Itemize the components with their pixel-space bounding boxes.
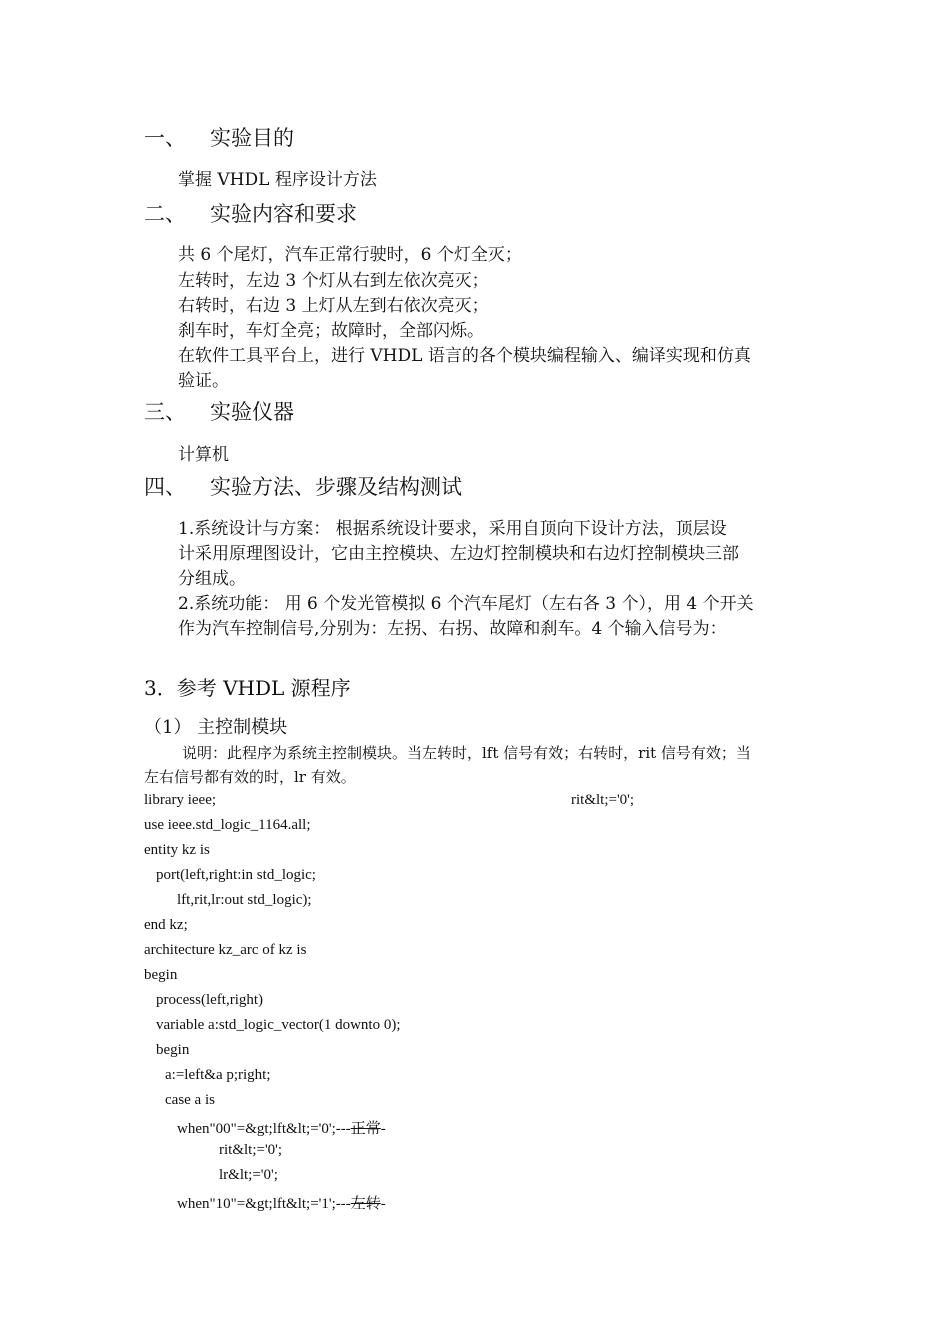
code-line-17-tail: -: [380, 1196, 386, 1212]
module-note-line-2: 左右信号都有效的时，lr 有效。: [144, 768, 356, 786]
code-line-14: [177, 1117, 386, 1138]
section-4-line-5: 作为汽车控制信号,分别为：左拐、右拐、故障和刹车。4 个输入信号为：: [178, 619, 727, 639]
code-line-7: architecture kz_arc of kz is: [144, 942, 307, 958]
code-line-11: begin: [156, 1042, 190, 1058]
section-2-number: 二、: [144, 202, 186, 226]
code-line-17-comment: 左转: [350, 1196, 381, 1212]
section-2-line-2: 左转时，左边 3 个灯从右到左依次亮灭；: [178, 271, 489, 291]
code-line-10: variable a:std_logic_vector(1 downto 0);: [156, 1017, 401, 1033]
code-line-5: lft,rit,lr:out std_logic);: [177, 892, 312, 908]
code-line-12: a:=left&a p;right;: [165, 1067, 271, 1083]
reference-program-title: 3．参考 VHDL 源程序: [144, 676, 351, 700]
code-line-1: library ieee;: [144, 792, 217, 808]
code-line-4: port(left,right:in std_logic;: [156, 867, 316, 883]
section-2-line-5: 在软件工具平台上，进行 VHDL 语言的各个模块编程输入、编译实现和仿真: [178, 346, 751, 366]
module-note-line-1: 说明：此程序为系统主控制模块。当左转时，lft 信号有效；右转时，rit 信号有效；当: [182, 744, 751, 762]
section-2-title: 实验内容和要求: [210, 202, 357, 226]
section-4-line-1: 1.系统设计与方案： 根据系统设计要求，采用自顶向下设计方法，顶层设: [178, 519, 727, 539]
code-line-3: entity kz is: [144, 842, 210, 858]
section-3-body: 计算机: [178, 445, 229, 465]
code-line-9: process(left,right): [156, 992, 264, 1008]
section-4-line-3: 分组成。: [178, 569, 246, 589]
section-2-heading: [144, 198, 357, 228]
code-line-8: begin: [144, 967, 178, 983]
section-2-line-4: 刹车时，车灯全亮；故障时，全部闪烁。: [178, 321, 484, 341]
section-2-line-6: 验证。: [178, 371, 229, 391]
code-line-6: end kz;: [144, 917, 188, 933]
section-3-heading: [144, 396, 294, 426]
section-4-heading: [144, 471, 462, 501]
section-3-number: 三、: [144, 400, 186, 424]
code-line-14-text: when"00"=&gt;lft&lt;='0';---: [177, 1121, 351, 1137]
code-line-16: lr&lt;='0';: [219, 1167, 278, 1183]
code-line-14-comment: 正常: [350, 1121, 381, 1137]
section-4-number: 四、: [144, 475, 186, 499]
code-line-17: [177, 1192, 386, 1213]
section-1-heading: [144, 122, 294, 152]
section-1-body: 掌握 VHDL 程序设计方法: [178, 170, 377, 190]
section-4-line-2: 计采用原理图设计，它由主控模块、左边灯控制模块和右边灯控制模块三部: [178, 544, 739, 564]
code-line-17-text: when"10"=&gt;lft&lt;='1';---: [177, 1196, 351, 1212]
section-1-number: 一、: [144, 126, 186, 150]
section-3-title: 实验仪器: [210, 400, 294, 424]
section-2-line-3: 右转时，右边 3 上灯从左到右依次亮灭；: [178, 296, 489, 316]
code-side-line: rit&lt;='0';: [571, 792, 635, 808]
code-line-15: rit&lt;='0';: [219, 1142, 283, 1158]
section-4-line-4: 2.系统功能： 用 6 个发光管模拟 6 个汽车尾灯（左右各 3 个），用 4 个开关: [178, 594, 754, 614]
section-1-title: 实验目的: [210, 126, 294, 150]
code-line-13: case a is: [165, 1092, 215, 1108]
code-line-2: use ieee.std_logic_1164.all;: [144, 817, 311, 833]
code-line-14-tail: -: [380, 1121, 386, 1137]
section-4-title: 实验方法、步骤及结构测试: [210, 475, 462, 499]
section-2-line-1: 共 6 个尾灯，汽车正常行驶时，6 个灯全灭；: [178, 245, 522, 265]
main-control-module-heading: （1） 主控制模块: [144, 717, 288, 738]
